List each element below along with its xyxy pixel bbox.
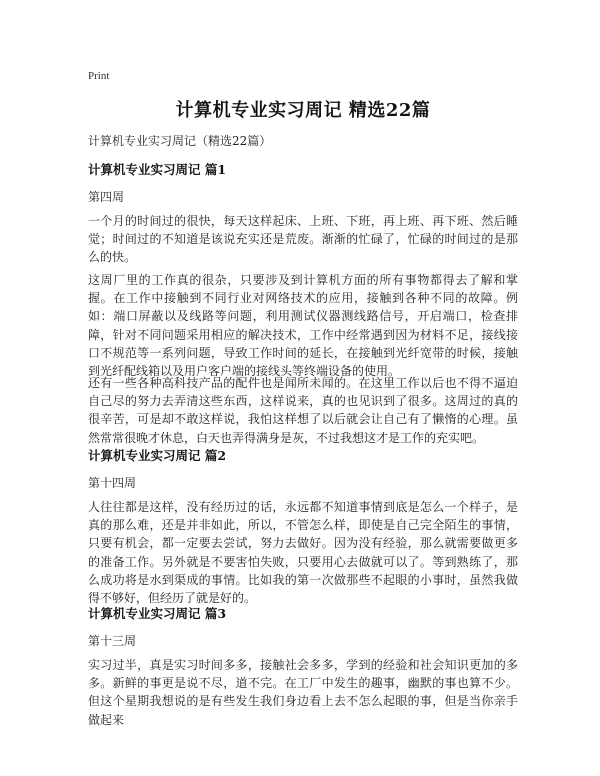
paragraph: 这周厂里的工作真的很杂，只要涉及到计算机方面的所有事物都得去了解和掌握。在工作中接触到不同行业对网络技术的应用，接触到各种不同的故障。例如：端口屏蔽以及线路等问题，利用测试仪器测线路信号，开启端口，检查排障，针对不同问题采用相应的解决技术，工作中经常遇到因为材料不足，接线接口不规范等一系列问题，导致工作时间的延长，在接触到光纤宽带的时候，接触到光纤配线箱以及用户客户端的接线头等终端设备的使用。 [88, 273, 518, 379]
paragraph: 一个月的时间过的很快，每天这样起床、上班、下班，再上班、再下班、然后睡觉；时间过的不知道是该说充实还是荒废。渐渐的忙碌了，忙碌的时间过的是那么的快。 [88, 214, 518, 265]
print-link[interactable]: Print [88, 70, 110, 82]
paragraph: 还有一些各种高科技产品的配件也是闻所未闻的。在这里工作以后也不得不逼迫自己尽的努力去弄清这些东西，这样说来，真的也见识到了很多。这周过的真的很辛苦，可是却不敢这样说，我怕这样想了以后就会让自己有了懒惰的心理。虽然常常很晚才休息，白天也弄得满身是灰，不过我想这才是工作的充实吧。 [88, 376, 518, 445]
paragraph: 实习过半，真是实习时间多多，接触社会多多，学到的经验和社会知识更加的多多。新鲜的事更是说不尽，道不完。在工厂中发生的趣事，幽默的事也算不少。但这个星期我想说的是有些发生我们身边看上去不怎么起眼的事，但是当你亲手做起来 [88, 658, 518, 727]
section-heading-2: 计算机专业实习周记 篇2 [88, 448, 227, 463]
section-heading-1: 计算机专业实习周记 篇1 [88, 162, 227, 177]
section-week-2: 第十四周 [88, 476, 137, 490]
section-week-3: 第十三周 [88, 634, 137, 648]
paragraph: 人往往都是这样，没有经历过的话，永远都不知道事情到底是怎么一个样子，是真的那么难，还是并非如此，所以，不管怎么样，即使是自己完全陌生的事情，只要有机会，都一定要去尝试，努力去做好。因为没有经验，那么就需要做更多的准备工作。另外就是不要害怕失败，只要用心去做就可以了。等到熟练了，那么成功将是水到渠成的事情。比如我的第一次做那些不起眼的小事时，虽然我做得不够好，但经历了就是好的。 [88, 500, 518, 606]
section-week-1: 第四周 [88, 190, 125, 204]
page-title: 计算机专业实习周记 精选22篇 [175, 100, 431, 121]
section-heading-3: 计算机专业实习周记 篇3 [88, 606, 227, 621]
document-subtitle: 计算机专业实习周记（精选22篇） [88, 134, 272, 148]
